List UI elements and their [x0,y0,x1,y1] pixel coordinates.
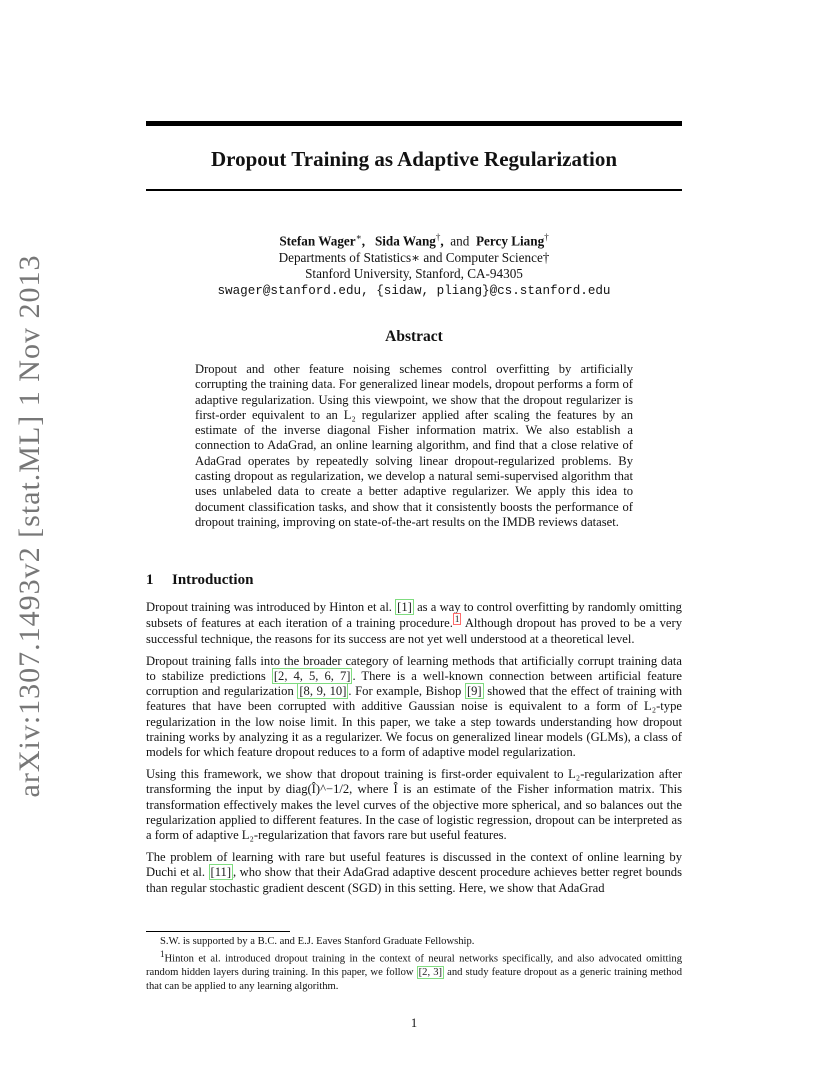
abstract-text: Dropout and other feature noising schemes control overfitting by artificially corrupting the training data. For generalized linear models, dropout performs a form of adaptive regularization. Using this viewpoint, we show that the dropout regularizer is first-order equivalent to an L₂ regularizer applied after scaling the features by an estimate of the inverse diagonal Fisher information matrix. We also establish a connection to AdaGrad, an online learning algorithm, and find that a close relative of AdaGrad operates by repeatedly solving linear dropout-regularized problems. By casting dropout as regularization, we develop a natural semi-supervised algorithm that uses unlabeled data to create a better adaptive regularizer. We apply this idea to document classification tasks, and show that it consistently boosts the performance of dropout training, improving on state-of-the-art results on the IMDB reviews dataset. [195,362,633,529]
p4-text-b: , who show that their AdaGrad adaptive descent procedure achieves better regret bounds than regular stochastic gradient descent (SGD) in this setting. Here, we show that AdaGrad [146,865,682,895]
paper-title: Dropout Training as Adaptive Regularization [210,147,618,171]
author-3-mark: † [544,232,549,242]
section-heading [146,572,253,589]
author-names: Stefan Wager∗, Sida Wang†, and Percy Liang† [279,232,549,249]
citation-link[interactable]: [2, 4, 5, 6, 7] [273,669,351,683]
arxiv-sidebar-stamp: arXiv:1307.1493v2 [stat.ML] 1 Nov 2013 [13,254,46,798]
footnotes [146,935,682,993]
p1-text-b: as a way to control overfitting by randomly omitting subsets of features at each iteration of a training procedure. [146,600,682,631]
author-1: Stefan Wager [279,233,356,249]
p2-text-b: . There is a well-known connection between artificial feature corruption and regularization [146,669,682,699]
author-university: Stanford University, Stanford, CA-94305 [305,266,523,282]
paragraph-1 [146,600,682,647]
footnote-1-text-a: Hinton et al. introduced dropout training in the context of neural networks specifically, and also advocated omitting random hidden layers during training. In this paper, we follow [146,953,682,979]
author-block [146,229,682,299]
p2-text-d: showed that the effect of training with features that have been corrupted with additive Gaussian noise is equivalent to a form of L₂-type regularization in the low noise limit. In this paper, we take a step towards understanding how dropout training works by analyzing it as a regularizer. We focus on generalized linear models (GLMs), a class of models for which feature dropout reduces to a form of adaptive model regularization. [146,684,682,760]
p2-text-c: . For example, Bishop [348,684,465,699]
paragraph-4 [146,850,682,896]
body-text [146,600,682,903]
author-3: Percy Liang [475,233,545,249]
paragraph-2 [146,654,682,760]
section-title: Introduction [172,572,254,588]
footnote-1-mark: 1 [160,949,165,960]
citation-link[interactable]: [2, 3] [418,967,443,979]
p1-text-a: Dropout training was introduced by Hinton et al. [146,600,396,614]
paragraph-3: Using this framework, we show that dropout training is first-order equivalent to L₂-regularization after transforming the input by diag(Î)^−1/2, where Î is an estimate of the Fisher information matrix. This transformation effectively makes the level curves of the objective more spherical, and so balances out the regularization applied to different features. In the case of logistic regression, dropout can be interpreted as a form of adaptive L₂-regularization that favors rare but useful features. [146,767,682,843]
author-1-mark: ∗ [355,232,362,242]
author-emails: swager@stanford.edu, {sidaw, pliang}@cs.stanford.edu [217,283,611,298]
page-number: 1 [410,1016,418,1030]
p4-text-a: The problem of learning with rare but useful features is discussed in the context of online learning by Duchi et al. [146,850,682,880]
citation-link[interactable]: [11] [210,865,232,880]
author-conjunction: and [450,233,470,249]
section-number: 1 [146,572,154,588]
footnote-1-text-b: and study feature dropout as a generic training method that can be applied to any learning algorithm. [146,967,683,992]
title-top-rule [146,121,682,126]
citation-link[interactable]: [8, 9, 10] [299,684,347,699]
abstract-heading: Abstract [385,328,443,345]
citation-link[interactable]: [1] [397,600,412,614]
author-2: Sida Wang [374,233,436,249]
title-bottom-rule [146,189,682,191]
footnote-link[interactable]: 1 [454,614,460,625]
footnote-funding: S.W. is supported by a B.C. and E.J. Eaves Stanford Graduate Fellowship. [160,936,475,947]
author-2-mark: † [435,232,441,242]
citation-link[interactable]: [9] [466,684,482,699]
p1-text-c: Although dropout has proved to be a very successful technique, the reasons for its success are not yet well understood at a theoretical level. [146,616,683,646]
author-departments: Departments of Statistics∗ and Computer Science† [278,249,550,265]
footnote-1 [146,948,682,993]
p2-text-a: Dropout training falls into the broader category of learning methods that artificially corrupt training data to stabilize predictions [146,653,682,683]
footnote-rule [146,931,290,932]
